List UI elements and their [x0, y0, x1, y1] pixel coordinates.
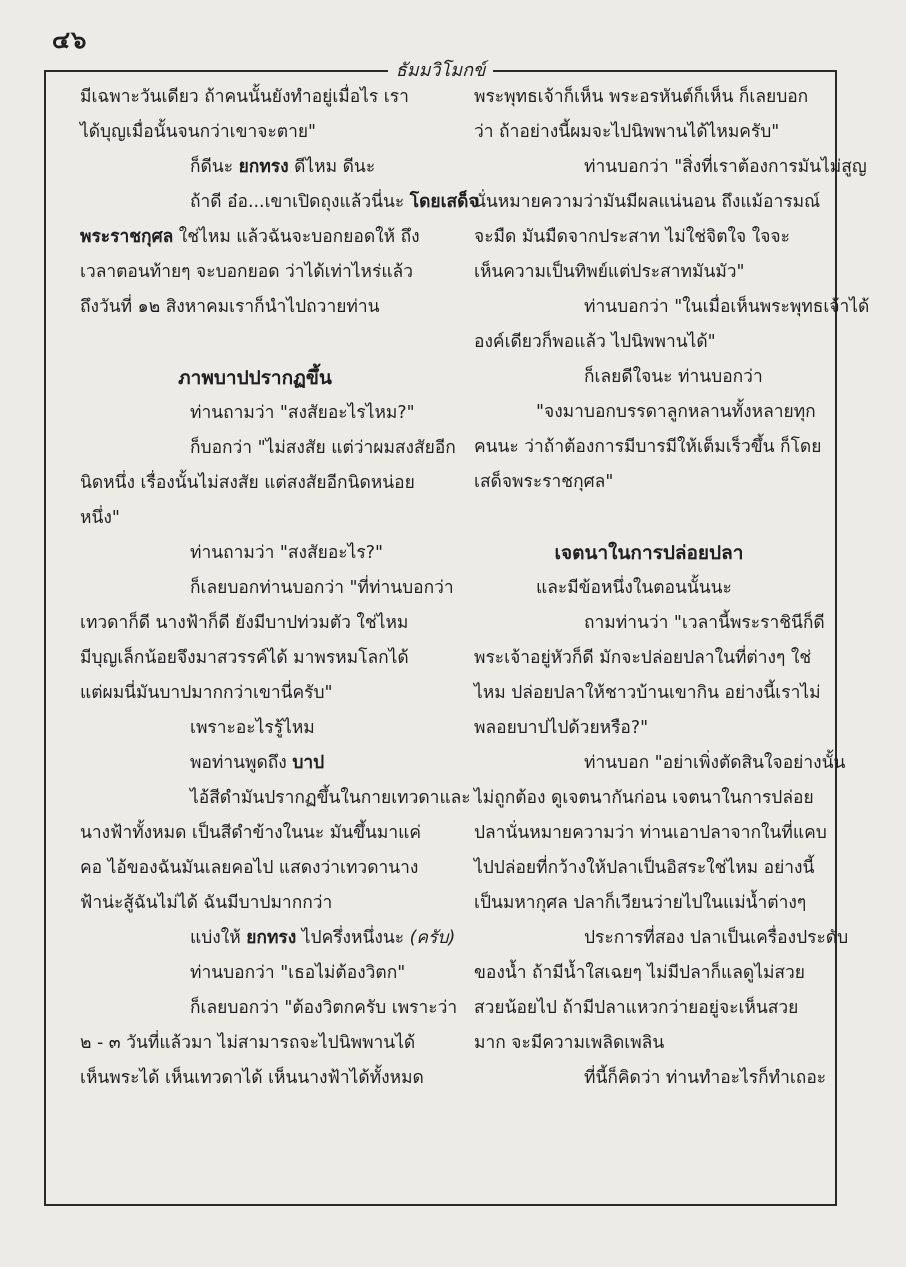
paragraph-line: เป็นมหากุศล ปลาก็เวียนว่ายไปในแม่น้ำต่างๆ: [474, 893, 807, 913]
paragraph-line: ถามท่านว่า "เวลานี้พระราชินีก็ดี: [584, 613, 825, 633]
paragraph-line: พระราชกุศล ใช่ไหม แล้วฉันจะบอกยอดให้ ถึง: [80, 227, 420, 247]
paragraph-line: มีเฉพาะวันเดียว ถ้าคนนั้นยังทำอยู่เมื่อไร เรา: [80, 87, 409, 107]
name-emphasis: ยกทรง: [246, 928, 297, 948]
paragraph-line: ๒ - ๓ วันที่แล้วมา ไม่สามารถจะไปนิพพานได้: [80, 1033, 416, 1053]
paragraph-line: ได้บุญเมื่อนั้นจนกว่าเขาจะตาย": [80, 122, 317, 142]
paragraph-line: ของน้ำ ถ้ามีน้ำใสเฉยๆ ไม่มีปลาก็แลดูไม่สวย: [474, 963, 805, 983]
section-heading: เจตนาในการปล่อยปลา: [554, 542, 744, 564]
paragraph-line: พลอยบาปไปด้วยหรือ?": [474, 718, 649, 738]
paragraph-line: ก็เลยบอกท่านบอกว่า "ที่ท่านบอกว่า: [190, 578, 454, 598]
paragraph-line: ฟ้าน่ะสู้ฉันไม่ได้ ฉันมีบาปมากกว่า: [80, 893, 333, 913]
paragraph-line: มีบุญเล็กน้อยจึงมาสวรรค์ได้ มาพรหมโลกได้: [80, 648, 409, 668]
paragraph-line: พอท่านพูดถึง บาป: [190, 753, 325, 773]
paragraph-line: เทวดาก็ดี นางฟ้าก็ดี ยังมีบาปท่วมตัว ใช่ไหม: [80, 613, 409, 633]
paragraph-line: เสด็จพระราชกุศล": [474, 472, 614, 492]
paragraph-line: ประการที่สอง ปลาเป็นเครื่องประดับ: [584, 928, 849, 948]
paragraph-line: นั่นหมายความว่ามันมีผลแน่นอน ถึงแม้อารมณ์: [474, 192, 821, 212]
paragraph-line: ถึงวันที่ ๑๒ สิงหาคมเราก็นำไปถวายท่าน: [80, 297, 380, 317]
left-column: [80, 80, 479, 1096]
paragraph-line: ท่านบอกว่า "เธอไม่ต้องวิตก": [190, 963, 406, 983]
paragraph-line: ท่านถามว่า "สงสัยอะไรไหม?": [190, 403, 415, 423]
aside-italic: (ครับ): [409, 928, 456, 948]
paragraph-line: ท่านบอก "อย่าเพิ่งตัดสินใจอย่างนั้น: [584, 753, 846, 773]
paragraph-line: ก็บอกว่า "ไม่สงสัย แต่ว่าผมสงสัยอีก: [190, 438, 456, 458]
right-column: [474, 80, 870, 1096]
paragraph-line: ก็ดีนะ ยกทรง ดีไหม ดีนะ: [190, 157, 376, 177]
paragraph-line: ไหม ปล่อยปลาให้ชาวบ้านเขากิน อย่างนี้เราไม่: [474, 683, 821, 703]
paragraph-line: ปลานั่นหมายความว่า ท่านเอาปลาจากในที่แคบ: [474, 823, 827, 843]
paragraph-line: องค์เดียวก็พอแล้ว ไปนิพพานได้": [474, 332, 716, 352]
term-emphasis: พระราชกุศล: [80, 227, 174, 247]
paragraph-line: ท่านบอกว่า "สิ่งที่เราต้องการมันไม่สูญ: [584, 157, 867, 177]
paragraph-line: พระพุทธเจ้าก็เห็น พระอรหันต์ก็เห็น ก็เลยบอก: [474, 87, 809, 107]
text-frame: [44, 60, 870, 1206]
paragraph-line: เวลาตอนท้ายๆ จะบอกยอด ว่าได้เท่าไหร่แล้ว: [80, 262, 413, 282]
paragraph-line: เห็นความเป็นทิพย์แต่ประสาทมันมัว": [474, 262, 745, 282]
paragraph-line: หนึ่ง": [80, 508, 120, 528]
paragraph-line: ไอ้สีดำมันปรากฏขึ้นในกายเทวดาและ: [190, 788, 471, 808]
term-emphasis: บาป: [292, 753, 325, 773]
name-emphasis: ยกทรง: [238, 157, 289, 177]
paragraph-line: แบ่งให้ ยกทรง ไปครึ่งหนึ่งนะ (ครับ): [190, 928, 456, 948]
paragraph-line: ถ้าดี อ๋อ...เขาเปิดถุงแล้วนี่นะ โดยเสด็จ: [190, 192, 479, 212]
term-emphasis: โดยเสด็จ: [409, 192, 479, 212]
section-heading: ภาพบาปปรากฏขึ้น: [178, 367, 332, 389]
paragraph-line: แต่ผมนี่มันบาปมากกว่าเขานี่ครับ": [80, 683, 333, 703]
paragraph-line: และมีข้อหนึ่งในตอนนั้นนะ: [536, 578, 732, 598]
paragraph-line: ท่านถามว่า "สงสัยอะไร?": [190, 543, 383, 563]
running-head-title: ธัมมวิโมกข์: [388, 60, 494, 81]
paragraph-line: นิดหนึ่ง เรื่องนั้นไม่สงสัย แต่สงสัยอีกนิดหน่อย: [80, 473, 415, 493]
paragraph-line: คอ ไอ้ของฉันมันเลยคอไป แสดงว่าเทวดานาง: [80, 858, 419, 878]
paragraph-line: สวยน้อยไป ถ้ามีปลาแหวกว่ายอยู่จะเห็นสวย: [474, 998, 799, 1018]
paragraph-line: เห็นพระได้ เห็นเทวดาได้ เห็นนางฟ้าได้ทั้งหมด: [80, 1068, 424, 1088]
paragraph-line: ก็เลยบอกว่า "ต้องวิตกครับ เพราะว่า: [190, 998, 458, 1018]
paragraph-line: ไม่ถูกต้อง ดูเจตนากันก่อน เจตนาในการปล่อย: [474, 788, 814, 808]
paragraph-line: ท่านบอกว่า "ในเมื่อเห็นพระพุทธเจ้าได้: [584, 297, 870, 317]
paragraph-line: ที่นี้ก็คิดว่า ท่านทำอะไรก็ทำเถอะ: [584, 1068, 827, 1088]
paragraph-line: มาก จะมีความเพลิดเพลิน: [474, 1033, 665, 1053]
paragraph-line: ก็เลยดีใจนะ ท่านบอกว่า: [584, 367, 763, 387]
paragraph-line: จะมืด มันมืดจากประสาท ไม่ใช่จิตใจ ใจจะ: [474, 227, 790, 247]
paragraph-line: นางฟ้าทั้งหมด เป็นสีดำข้างในนะ มันขึ้นมาแค่: [80, 823, 421, 843]
paragraph-line: ว่า ถ้าอย่างนี้ผมจะไปนิพพานได้ไหมครับ": [474, 122, 780, 142]
paragraph-line: ไปปล่อยที่กว้างให้ปลาเป็นอิสระใช่ไหม อย่างนี้: [474, 858, 815, 878]
paragraph-line: "จงมาบอกบรรดาลูกหลานทั้งหลายทุก: [536, 402, 816, 422]
paragraph-line: เพราะอะไรรู้ไหม: [190, 718, 315, 738]
paragraph-line: พระเจ้าอยู่หัวก็ดี มักจะปล่อยปลาในที่ต่างๆ ใช่: [474, 648, 812, 668]
paragraph-line: คนนะ ว่าถ้าต้องการมีบารมีให้เต็มเร็วขึ้น ก็โดย: [474, 437, 822, 457]
page-number: ๔๖: [52, 26, 88, 54]
